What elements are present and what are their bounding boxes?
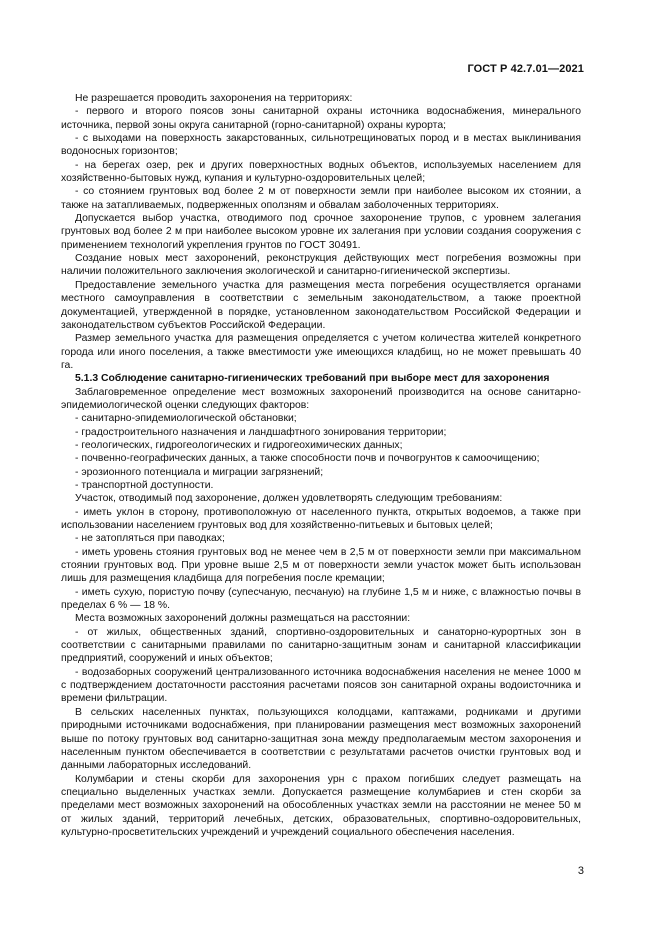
paragraph: - санитарно-эпидемиологической обстановки; [75, 413, 297, 425]
paragraph: - почвенно-географических данных, а также способности почв и почвогрунтов к самоочищению; [75, 453, 540, 465]
paragraph: - градостроительного назначения и ландшафтного зонирования территории; [75, 426, 447, 438]
paragraph: - со стоянием грунтовых вод более 2 м от поверхности земли при наиболее высоком их стоянии, а также на затапливаемых, подверженных оползням и обвалам заболоченных территориях. [61, 186, 581, 211]
paragraph: Не разрешается проводить захоронения на территориях: [75, 93, 353, 104]
document-code-header: ГОСТ Р 42.7.01—2021 [467, 63, 584, 75]
paragraph: - на берегах озер, рек и других поверхностных водных объектов, используемых населением для хозяйственно-бытовых нужд, купания и культурно-оздоровительных целей; [61, 159, 581, 185]
paragraph: - геологических, гидрогеологических и гидрогеохимических данных; [75, 439, 403, 451]
paragraph: - с выходами на поверхность закарстованных, сильнотрещиноватых пород и в местах выклинивания водоносных горизонтов; [61, 133, 581, 158]
paragraph: - эрозионного потенциала и миграции загрязнений; [75, 466, 324, 478]
paragraph: Колумбарии и стены скорби для захоронения урн с прахом погибших следует размещать на специально выделенных участках земли. Допускается размещение колумбариев и стен скорби за пределами мест возможных захоронений на обособленных участках земли на расстоянии не менее 50 м от жилых зданий, территорий лечебных, детских, образовательных, спортивно-оздоровительных, культурно-просветительских учреждений и учреждений социального обеспечения населения. [61, 773, 581, 838]
paragraph: - иметь уровень стояния грунтовых вод не менее чем в 2,5 м от поверхности земли при максимальном стоянии грунтовых вод. При уровне выше 2,5 м от поверхности земли участок может быть использован лишь для размещения кладбища для погребения после кремации; [61, 546, 581, 585]
paragraph: - первого и второго поясов зоны санитарной охраны источника водоснабжения, минерального источника, первой зоны округа санитарной (горно-санитарной) охраны курорта; [61, 106, 581, 131]
paragraph: - транспортной доступности. [75, 479, 214, 491]
page-number: 3 [577, 865, 584, 877]
paragraph: Размер земельного участка для размещения определяется с учетом количества жителей конкретного города или иного поселения, а также вместимости уже имеющихся кладбищ, но не может превышать 40 га. [61, 333, 581, 371]
paragraph: - иметь сухую, пористую почву (супесчаную, песчаную) на глубине 1,5 м и ниже, с влажностью почвы в пределах 6 % — 18 %. [61, 586, 581, 612]
paragraph: Создание новых мест захоронений, реконструкция действующих мест погребения возможны при наличии положительного заключения экологической и санитарно-гигиенической экспертизы. [61, 253, 581, 278]
paragraph: Заблаговременное определение мест возможных захоронений производится на основе санитарно-эпидемиологической оценки следующих факторов: [61, 386, 581, 411]
paragraph: - не затопляться при паводках; [75, 533, 225, 545]
paragraph: Участок, отводимый под захоронение, должен удовлетворять следующим требованиям: [75, 493, 503, 505]
paragraph: Места возможных захоронений должны размещаться на расстоянии: [75, 613, 411, 625]
paragraph: В сельских населенных пунктах, пользующихся колодцами, каптажами, родниками и другими природными источниками водоснабжения, при планировании размещения мест возможных захоронений выше по потоку грунтовых вод санитарно-защитная зона между предполагаемым местом захоронения и населенным пунктом обеспечивается в соответствии с результатами расчетов очистки грунтовых вод и данными лабораторных исследований. [61, 706, 581, 772]
paragraph: - от жилых, общественных зданий, спортивно-оздоровительных и санаторно-курортных зон в соответствии с санитарными правилами по санитарно-защитным зонам и санитарной классификации предприятий, сооружений и иных объектов; [61, 626, 581, 665]
paragraph: Предоставление земельного участка для размещения места погребения осуществляется органами местного самоуправления в соответствии с земельным законодательством, а также проектной документацией, утвержденной в порядке, установленном законодательством Российской Федерации и законодательством субъектов Российской Федерации. [61, 279, 581, 331]
page-body [61, 92, 581, 839]
paragraph: - водозаборных сооружений централизованного источника водоснабжения населения не менее 1000 м с подтверждением достаточности расстояния расчетами поясов зон санитарной охраны водоисточника и времени фильтрации. [61, 666, 581, 705]
paragraph: Допускается выбор участка, отводимого под срочное захоронение трупов, с уровнем залегания грунтовых вод более 2 м при наиболее высоком уровне их залегания при условии создания сооружения с применением технологий укрепления грунтов по ГОСТ 30491. [61, 213, 581, 251]
paragraph: - иметь уклон в сторону, противоположную от населенного пункта, открытых водоемов, а также при использовании населением грунтовых вод для хозяйственно-питьевых и бытовых целей; [61, 506, 581, 531]
section-heading: 5.1.3 Соблюдение санитарно-гигиенических требований при выборе мест для захоронения [75, 373, 550, 385]
